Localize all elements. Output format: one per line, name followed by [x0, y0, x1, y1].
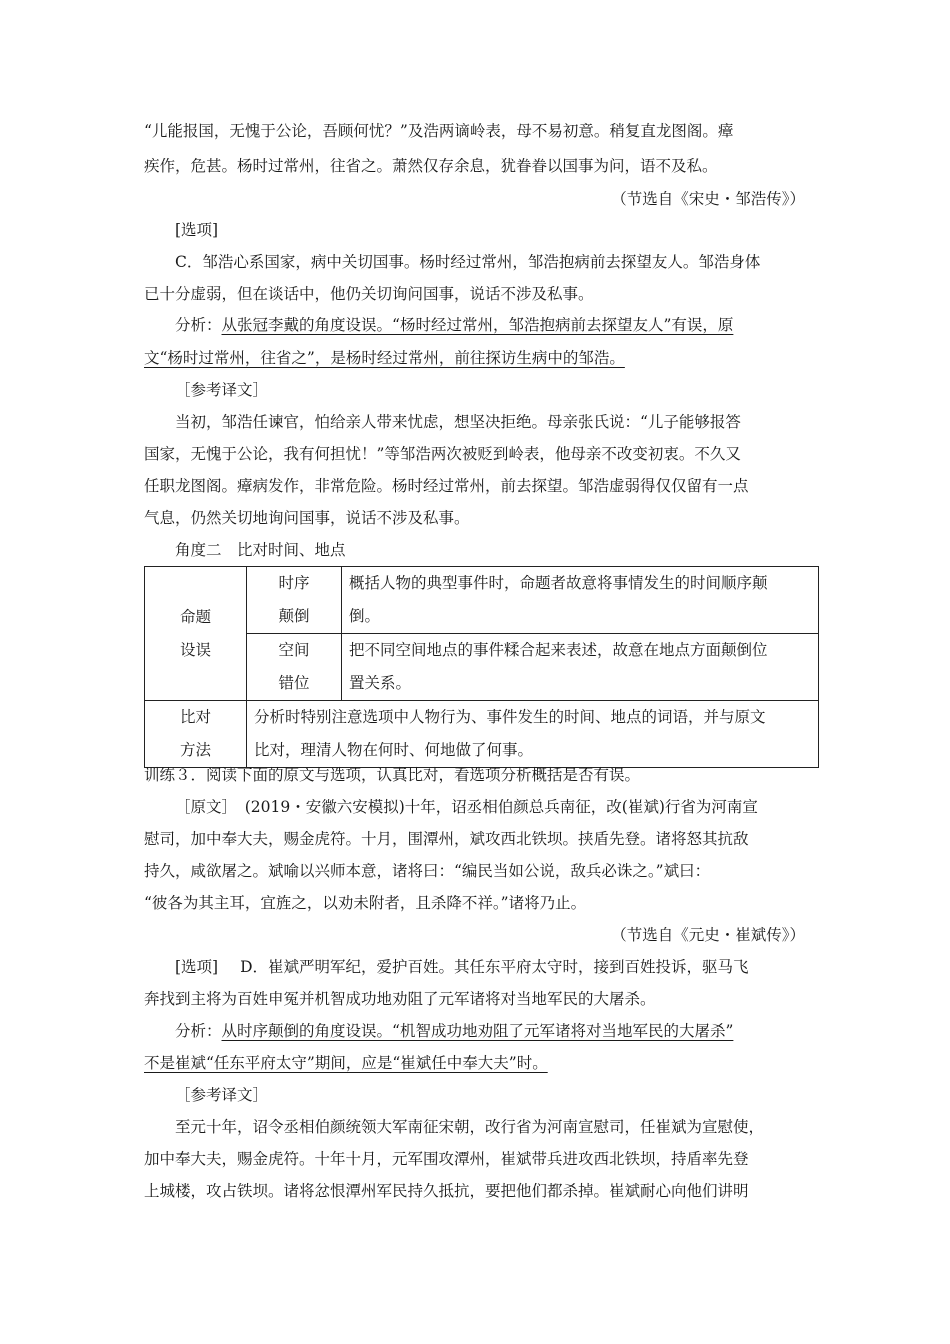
translation2-line-2: 加中奉大夫，赐金虎符。十年十月，元军围攻潭州，崔斌带兵进攻西北铁坝，持盾率先登 — [144, 1150, 749, 1168]
method-label-line-1: 比对 — [179, 708, 211, 726]
translation2-header: ［参考译文］ — [175, 1086, 269, 1104]
passage2-source: （节选自《元史・崔斌传》） — [611, 926, 805, 944]
analysis2-line-1 — [175, 1024, 839, 1040]
option2-line-2: 奔找到主将为百姓申冤并机智成功地劝阻了元军诸将对当地军民的大屠杀。 — [144, 990, 656, 1008]
translation1-line-2: 国家，无愧于公论，我有何担忧！”等邹浩两次被贬到岭表，他母亲不改变初衷。不久又 — [144, 445, 741, 463]
exercise3-title: 训练３．阅读下面的原文与选项，认真比对，看选项分析概括是否有误。 — [144, 766, 641, 784]
passage2-line-2: 慰司，加中奉大夫，赐金虎符。十月，围潭州，斌攻西北铁坝。挟盾先登。诸将怒其抗敌 — [144, 830, 749, 848]
passage1-line-1: “儿能报国，无愧于公论，吾顾何忧？”及浩两谪岭表，母不易初意。稍复直龙图阁。瘴 — [144, 122, 734, 140]
group-label-line-1: 命题 — [179, 607, 211, 626]
method-label-cell — [145, 701, 247, 768]
analysis1-text-2: 文“杨时过常州，往省之”，是杨时经过常州，前往探访生病中的邹浩。 — [144, 349, 625, 367]
option1-line-1: C．邹浩心系国家，病中关切国事。杨时经过常州，邹浩抱病前去探望友人。邹浩身体 — [175, 253, 761, 271]
analysis1-label: 分析： — [175, 316, 222, 334]
sub-label-2-line-2: 错位 — [278, 674, 310, 692]
desc-cell-2 — [342, 634, 819, 701]
passage2-line-3: 持久，咸欲屠之。斌喻以兴师本意，诸将曰：“编民当如公说，敌兵必诛之。”斌曰： — [144, 862, 711, 880]
desc-2-line-1: 把不同空间地点的事件糅合起来表述，故意在地点方面颠倒位 — [349, 641, 768, 659]
option2-header: [选项] — [175, 958, 219, 976]
sub-label-cell-2 — [247, 634, 342, 701]
analysis1-line-1 — [175, 318, 839, 334]
desc-cell-1 — [342, 567, 819, 634]
analysis2-label: 分析： — [175, 1022, 222, 1040]
option1-line-2: 已十分虚弱，但在谈话中，他仍关切询问国事，说话不涉及私事。 — [144, 285, 594, 303]
sub-label-2-line-1: 空间 — [278, 641, 310, 659]
method-desc-cell — [247, 701, 819, 768]
group-label-line-2: 设误 — [179, 640, 211, 659]
translation1-line-3: 任职龙图阁。瘴病发作，非常危险。杨时经过常州，前去探望。邹浩虚弱得仅仅留有一点 — [144, 477, 749, 495]
desc-2-line-2: 置关系。 — [349, 674, 412, 692]
analysis2-text-1: 从时序颠倒的角度设误。“机智成功地劝阻了元军诸将对当地军民的大屠杀” — [221, 1022, 734, 1040]
method-desc-line-2: 比对，理清人物在何时、何地做了何事。 — [254, 741, 534, 759]
group-label-cell — [145, 567, 247, 701]
passage1-line-2: 疾作，危甚。杨时过常州，往省之。萧然仅存余息，犹眷眷以国事为问，语不及私。 — [144, 157, 718, 175]
option2-line-1 — [175, 960, 839, 976]
angle2-title: 角度二 比对时间、地点 — [175, 541, 346, 559]
passage2-line-1: ［原文］ (2019・安徽六安模拟)十年，诏丞相伯颜总兵南征，改(崔斌)行省为河南宣 — [175, 798, 758, 816]
analysis2-line-2 — [144, 1056, 808, 1072]
translation1-line-4: 气息，仍然关切地询问国事，说话不涉及私事。 — [144, 509, 470, 527]
passage2-line-4: “彼各为其主耳，宜旌之，以劝未附者，且杀降不祥。”诸将乃止。 — [144, 894, 587, 912]
method-label-line-2: 方法 — [179, 741, 211, 759]
translation2-line-1: 至元十年，诏令丞相伯颜统领大军南征宋朝，改行省为河南宣慰司，任崔斌为宣慰使， — [175, 1118, 765, 1136]
sub-label-1-line-1: 时序 — [278, 574, 310, 592]
translation2-line-3: 上城楼，攻占铁坝。诸将忿恨潭州军民持久抵抗，要把他们都杀掉。崔斌耐心向他们讲明 — [144, 1182, 749, 1200]
option1-header: [选项] — [175, 221, 219, 239]
table-row — [145, 701, 819, 768]
method-table — [144, 566, 819, 768]
analysis2-text-2: 不是崔斌“任东平府太守”期间，应是“崔斌任中奉大夫”时。 — [144, 1054, 548, 1072]
method-desc-line-1: 分析时特别注意选项中人物行为、事件发生的时间、地点的词语，并与原文 — [254, 708, 766, 726]
analysis1-line-2 — [144, 351, 808, 367]
desc-1-line-2: 倒。 — [349, 607, 381, 625]
analysis1-text-1: 从张冠李戴的角度设误。“杨时经过常州，邹浩抱病前去探望友人”有误，原 — [221, 316, 734, 334]
passage1-source: （节选自《宋史・邹浩传》） — [611, 190, 805, 208]
table-row — [145, 567, 819, 634]
translation1-header: ［参考译文］ — [175, 381, 269, 399]
sub-label-1-line-2: 颠倒 — [278, 607, 310, 625]
option2-text-1: D．崔斌严明军纪，爱护百姓。其任东平府太守时，接到百姓投诉，驱马飞 — [240, 958, 749, 976]
translation1-line-1: 当初，邹浩任谏官，怕给亲人带来忧虑，想坚决拒绝。母亲张氏说：“儿子能够报答 — [175, 413, 741, 431]
desc-1-line-1: 概括人物的典型事件时，命题者故意将事情发生的时间顺序颠 — [349, 574, 768, 592]
sub-label-cell-1 — [247, 567, 342, 634]
table-row — [145, 634, 819, 701]
